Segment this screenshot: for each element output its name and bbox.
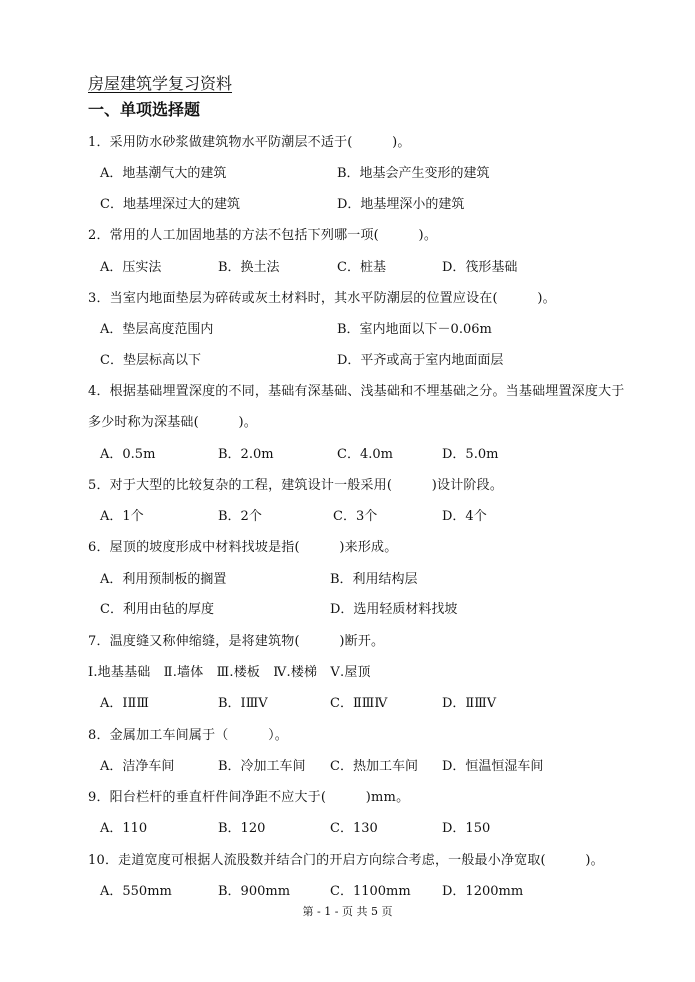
- q4-option-a: A．0.5m: [100, 447, 156, 462]
- q8-option-c: C．热加工车间: [330, 759, 418, 774]
- question-5: 5．对于大型的比较复杂的工程，建筑设计一般采用( )设计阶段。: [88, 478, 504, 493]
- page-footer: 第 - 1 - 页 共 5 页: [302, 905, 393, 918]
- q2-option-c: C．桩基: [337, 260, 386, 275]
- q2-option-a: A．压实法: [100, 260, 162, 275]
- document-title: 房屋建筑学复习资料: [88, 74, 233, 93]
- q1-option-d: D．地基埋深小的建筑: [337, 197, 465, 212]
- q10-option-d: D．1200mm: [442, 884, 524, 899]
- q6-option-c: C．利用由毡的厚度: [100, 602, 214, 617]
- q10-option-b: B．900mm: [218, 884, 291, 899]
- question-4: 4．根据基础埋置深度的不同，基础有深基础、浅基础和不埋基础之分。当基础埋置深度大于: [88, 384, 625, 399]
- q3-option-d: D．平齐或高于室内地面面层: [337, 353, 504, 368]
- question-3: 3．当室内地面垫层为碎砖或灰土材料时，其水平防潮层的位置应设在( )。: [88, 291, 556, 306]
- question-8: 8．金属加工车间属于（ ）。: [88, 728, 288, 743]
- q2-option-d: D．筏形基础: [442, 260, 518, 275]
- q9-option-c: C．130: [330, 821, 378, 836]
- question-7: 7．温度缝又称伸缩缝，是将建筑物( )断开。: [88, 634, 385, 649]
- q7-option-a: A．ⅠⅡⅢ: [100, 696, 149, 711]
- q3-option-b: B．室内地面以下－0.06m: [337, 322, 492, 337]
- q7-option-b: B．ⅠⅢⅤ: [218, 696, 268, 711]
- q4-option-d: D．5.0m: [442, 447, 499, 462]
- question-9: 9．阳台栏杆的垂直杆件间净距不应大于( )mm。: [88, 790, 410, 805]
- question-7-items: Ⅰ.地基基础 Ⅱ.墙体 Ⅲ.楼板 Ⅳ.楼梯 Ⅴ.屋顶: [88, 665, 371, 680]
- q6-option-b: B．利用结构层: [330, 572, 418, 587]
- q1-option-c: C．地基埋深过大的建筑: [100, 197, 240, 212]
- q10-option-a: A．550mm: [100, 884, 172, 899]
- question-4-continued: 多少时称为深基础( )。: [88, 415, 257, 430]
- question-6: 6．屋顶的坡度形成中材料找坡是指( )来形成。: [88, 540, 398, 555]
- question-1: 1．采用防水砂浆做建筑物水平防潮层不适于( )。: [88, 135, 411, 150]
- question-2: 2．常用的人工加固地基的方法不包括下列哪一项( )。: [88, 228, 438, 243]
- q3-option-a: A．垫层高度范围内: [100, 322, 214, 337]
- q8-option-a: A．洁净车间: [100, 759, 175, 774]
- q5-option-c: C．3个: [333, 509, 378, 524]
- q5-option-a: A．1个: [100, 509, 144, 524]
- q6-option-d: D．选用轻质材料找坡: [330, 602, 458, 617]
- question-10: 10．走道宽度可根据人流股数并结合门的开启方向综合考虑，一般最小净宽取( )。: [88, 853, 604, 868]
- q8-option-d: D．恒温恒湿车间: [442, 759, 544, 774]
- q4-option-b: B．2.0m: [218, 447, 274, 462]
- q3-option-c: C．垫层标高以下: [100, 353, 201, 368]
- q1-option-a: A．地基潮气大的建筑: [100, 166, 227, 181]
- q9-option-b: B．120: [218, 821, 266, 836]
- q1-option-b: B．地基会产生变形的建筑: [337, 166, 490, 181]
- q2-option-b: B．换土法: [218, 260, 280, 275]
- q4-option-c: C．4.0m: [337, 447, 393, 462]
- q7-option-d: D．ⅡⅢⅤ: [442, 696, 497, 711]
- q9-option-d: D．150: [442, 821, 491, 836]
- q5-option-b: B．2个: [218, 509, 262, 524]
- section-heading: 一、单项选择题: [88, 100, 201, 119]
- q5-option-d: D．4个: [442, 509, 487, 524]
- q9-option-a: A．110: [100, 821, 148, 836]
- q6-option-a: A．利用预制板的搁置: [100, 572, 227, 587]
- q10-option-c: C．1100mm: [330, 884, 411, 899]
- q8-option-b: B．冷加工车间: [218, 759, 306, 774]
- q7-option-c: C．ⅡⅢⅣ: [330, 696, 388, 711]
